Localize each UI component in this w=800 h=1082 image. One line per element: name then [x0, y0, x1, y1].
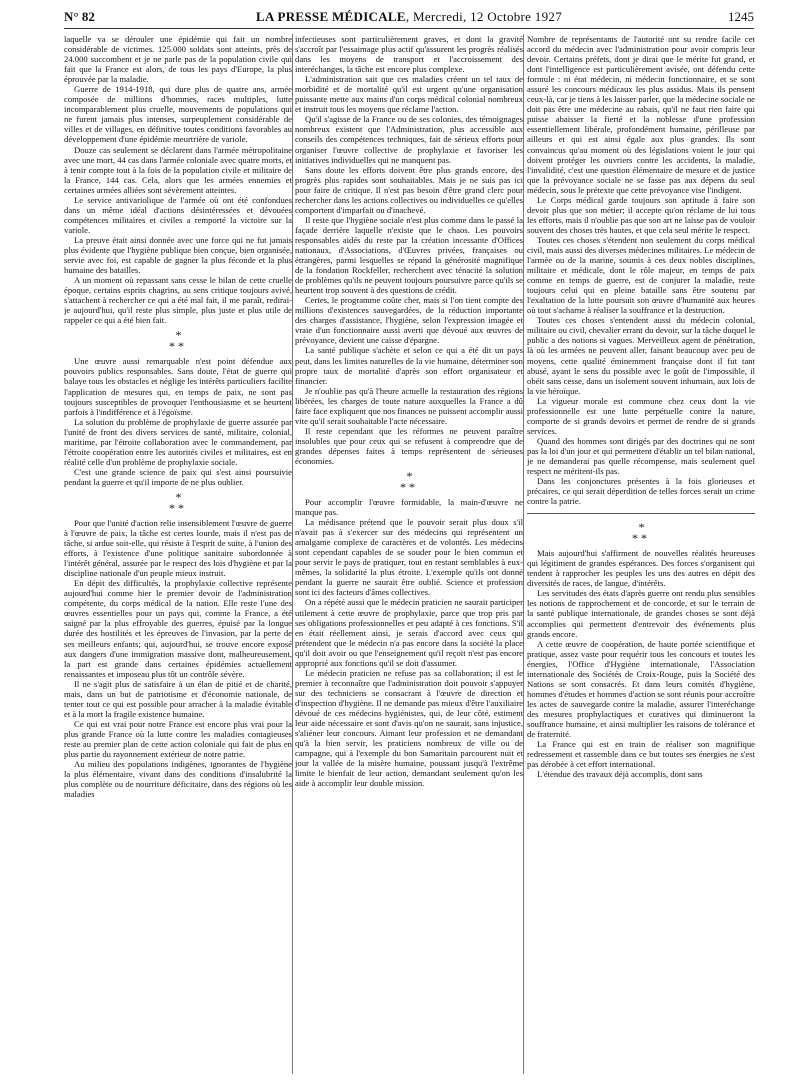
paragraph: La France qui est en train de réaliser son magnifique redressement et rassemble dans ce but toutes ses énergies ne s'est pas dérobée à cet effort international. [527, 739, 755, 770]
paragraph: Mais aujourd'hui s'affirment de nouvelles réalités heureuses qui légitiment de grandes espérances. Des forces s'organisent qui tendent à rapprocher les peuples les uns des autres en dépit des diversités de races, de langue, d'intérêts. [527, 548, 755, 589]
asterism-top: * [406, 469, 412, 484]
masthead [64, 9, 754, 25]
paragraph: En dépit des difficultés, la prophylaxie collective représente aujourd'hui comme hier le premier devoir de l'administration compétente, du corps médical de la nation. Elle reste l'une des œuvres essentielles pour un pays qui, comme la France, a été saigné par la plus effroyable des guerres, épuisé par la longue durée des hostilités et les épreuves de l'invasion, par la perte de ses meilleurs enfants; qui, aujourd'hui, se trouve encore exposé aux dangers d'une immigration massive dont, malheureusement, la part est grande dans certaines épidémies actuellement renaissantes et imposeau plus tôt un contrôle sévère. [64, 578, 292, 679]
paragraph: Le Corps médical garde toujours son aptitude à faire son devoir plus que son métier; il accepte qu'on réclame de lui tous les efforts, mais il n'oublie pas que son art ne laisse pas de vouloir souvent des choses très hautes, et que cela seul mérite le respect. [527, 194, 755, 235]
column-middle [295, 34, 523, 1074]
paragraph: L'administration sait que ces maladies créent un tel taux de morbidité et de mortalité qu'il est urgent qu'une organisation puissante mette aux mains d'un corps médical colonial nombreux et instruit tous les moyens que réclame l'action. [295, 74, 523, 115]
paragraph: On a répété aussi que le médecin praticien ne saurait participer utilement à cette œuvre de prophylaxie, parce que trop pris par ses obligations professionnelles et peu adapté à ces fonctions. S'il en était réellement ainsi, je serais d'accord avec ceux qui prétendent que le médecin n'a pas encore dans la société la place qu'il doit avoir ou que l'enseignement qu'il reçoit n'est pas encore approprié aux fonctions qu'il se doit d'assumer. [295, 597, 523, 668]
column-rule [523, 34, 524, 1074]
paragraph: Le service antivariolique de l'armée où ont été confondues dans un même idéal d'actions désintéressées et dévouées compétences militaires et civiles a remporté la victoire sur la variole. [64, 194, 292, 235]
asterism-bottom: ** [169, 500, 187, 515]
asterism-bottom: ** [169, 339, 187, 354]
issue-date: , Mercredi, 12 Octobre 1927 [405, 9, 562, 24]
asterism-top: * [175, 489, 181, 504]
paragraph: L'étendue des travaux déjà accomplis, dont sans [537, 769, 703, 780]
paragraph: La solution du problème de prophylaxie de guerre assurée par l'unité de front des divers services de santé, militaire, colonial, maritime, par l'étroite collaboration avec le commandement, par l'étroite coopération entre les autorités civiles et militaires, est en réalité celle d'un problème de prophylaxie sociale. [64, 416, 292, 467]
paragraph: Il reste cependant que les réformes ne peuvent paraître insolubles que pour ceux qui se refusent à comprendre que de grandes dépenses faites à temps représentent de sérieuses économies. [295, 425, 523, 466]
column-rule [292, 34, 293, 1074]
section-separator-asterism [64, 489, 292, 515]
paragraph: Il ne s'agit plus de satisfaire à un élan de pitié et de charité, mais, dans un but de patriotisme et d'économie nationale, de tenter tout ce qui est possible pour arracher à la maladie évitable et à la mort la fragile existence humaine. [64, 678, 292, 719]
paragraph: Les servitudes des états d'après guerre ont rendu plus sensibles les notions de rapprochement et de concorde, et sur le terrain de la santé publique internationale, de grandes choses se sont déjà accomplies qui permettent d'entrevoir des événements plus grands encore. [527, 588, 755, 639]
paragraph: Je n'oublie pas qu'à l'heure actuelle la restauration des régions libérées, les charges de toute nature auxquelles la France a dû faire face expliquent que nos finances ne puissent accomplir aussi vite qu'il serait souhaitable l'acte nécessaire. [295, 385, 523, 426]
column-left [64, 34, 292, 1074]
paragraph: A un moment où repassant sans cesse le bilan de cette cruelle époque, certains esprits chagrins, au sens critique toujours avivé, s'attachent à rechercher ce qui a été mal fait, il me paraît, redirai-je aujourd'hui, qu'il reste plus simple, plus juste et plus utile de rappeler ce qui a été bien fait. [64, 275, 292, 326]
paragraph: Guerre de 1914-1918, qui dure plus de quatre ans, armée composée de millions d'hommes, races multiples, lutte incomparablement plus cruelle, mouvements de populations qui ne furent jamais plus intenses, surpeuplement considérable de villes et de villages, en définitive toutes conditions favorables au développement d'une épidémie meurtrière de variole. [64, 84, 292, 145]
paragraph: Sans doute les efforts doivent être plus grands encore, des progrès plus rapides sont souhaitables. Mais je ne suis pas ici pour faire de critique. Il n'est pas besoin d'être grand clerc pour rechercher dans les actions collectives ou individuelles ce qu'elles comportent d'imparfait ou d'inachevé. [295, 164, 523, 215]
section-separator-asterism [64, 330, 292, 352]
paragraph: Toutes ces choses s'étendent non seulement du corps médical civil, mais aussi des diverses médecines militaires. Le médecin de l'armée ou de la marine, soumis à ces deux nobles disciplines, militaire et médicale, dont le rôle majeur, en temps de paix comme en temps de guerre, est de conjurer la maladie, reste toujours celui qui en pleine bataille sans être soutenu par l'exaltation de la lutte poursuit son œuvre d'humanité aux heures où tout s'acharne à réaliser la souffrance et la destruction. [527, 234, 755, 316]
paragraph: La médisance prétend que le pouvoir serait plus doux s'il n'avait pas à s'exercer sur des médecins qui représentent un amalgame complexe de caractères et de volontés. Les médecins sont cependant capables de se souder pour le bien commun et pour servir le pays de pratiquer, tout en restant semblables à eux-mêmes, la solidarité la plus étroite. L'exemple qu'ils ont donné pendant la guerre ne saurait être oublié. Science et profession sont ici des facteurs d'âmes collectives. [295, 517, 523, 598]
column-right [527, 34, 755, 1074]
paragraph: Une œuvre aussi remarquable n'est point défendue aux pouvoirs publics responsables. Sans doute, l'état de guerre qui balaye tous les obstacles et néglige les intérêts particuliers facilite l'application de mesures qui, en temps de paix, ne sont pas toujours susceptibles de provoquer l'enthousiasme et se heurtent parfois à l'indifférence et à l'égoïsme. [64, 356, 292, 417]
paragraph: Toutes ces choses s'entendent aussi du médecin colonial, militaire ou civil, chevalier errant du devoir, sur la tâche duquel le public a des notions si vagues. Merveilleux agent de pénétration, là où les armées ne peuvent aller, faisant beaucoup avec peu de moyens, cette qualité éminemment française dont il fut tant abusé, ayant le sens du possible avec le goût de l'impossible, il obéit sans cesse, dans un isolement souvent inhumain, aux lois de la vie héroïque. [527, 315, 755, 396]
paragraph: Il reste que l'hygiène sociale n'est plus comme dans le passé la façade derrière laquelle n'existe que le chaos. Les pouvoirs responsables aidés du reste par la création incessante d'Offices nationaux, d'Associations, d'Œuvres privées, françaises ou étrangères, parmi lesquelles se répand la générosité magnifique de la fondation Rockfeller, recherchent avec ténacité la solution de problèmes qu'ils ne peuvent toujours poursuivre parce qu'ils se heurtent trop souvent à des questions de crédit. [295, 214, 523, 296]
asterism-top: * [175, 328, 181, 343]
page-number: 1245 [728, 9, 754, 24]
paragraph: Pour accomplir l'œuvre formidable, la main-d'œuvre ne manque pas. [295, 497, 523, 518]
paragraph: La santé publique s'achète et selon ce qui a été dit un pays peut, dans les limites naturelles de la vie humaine, déterminer son propre taux de mortalité d'après son effort organisateur et financier. [295, 345, 523, 386]
page-header [64, 4, 754, 29]
asterism-top: * [638, 520, 644, 535]
paragraph: Quand des hommes sont dirigés par des doctrines qui ne sont pas la loi d'un jour et qui permettent d'établir un tel bilan national, je ne demanderai pas quelle récompense, mais seulement quel respect ne méritent-ils pas. [527, 435, 755, 477]
paragraph: La preuve était ainsi donnée avec une force qui ne fut jamais plus évidente que l'hygiène publique bien conçue, bien organisée, servie avec foi, est capable de gagner la plus féconde et la plus humaine des batailles. [64, 234, 292, 276]
paragraph: Ce qui est vrai pour notre France est encore plus vrai pour la plus grande France où la lutte contre les maladies contagieuses reste au premier plan de cette action coloniale qui fait de plus en plus partie du rayonnement extérieur de notre patrie. [64, 718, 292, 760]
paragraph: Certes, le programme coûte cher, mais si l'on tient compte des millions d'existences sauvegardées, de la réduction importante des charges d'assistance, l'hygiène, selon l'expression imagée et vraie d'un fonctionnaire aussi averti que dévoué aux œuvres de prévoyance, devient une caisse d'épargne. [295, 295, 523, 346]
journal-title: LA PRESSE MÉDICALE [256, 9, 406, 24]
paragraph: La vigueur morale est commune chez ceux dont la vie professionnelle est une lutte perpétuelle contre la nature, comporte de si grands devoirs et permet de rendre de si grands services. [527, 395, 755, 436]
asterism-bottom: ** [632, 531, 650, 546]
paragraph: Nombre de représentants de l'autorité ont su rendre facile cet accord du médecin avec l'administration pour avoir compris leur devoir. Certains préfets, dont je dirai que le mérite fut grand, et dont l'intelligence est particulièrement avisée, ont défendu cette formule : ni état médecin, ni médecin fonctionnaire, et se sont assuré les concours médicaux les plus assidus. Mais ils pensent ceux-là, car je tiens à les laisser parler, que la médecine sociale ne doit pas être une médecine au rabais, qu'il ne faut rien faire qui puisse abaisser la fierté et la noblesse d'une profession essentiellement libérale, profondément humaine, périlleuse par ailleurs et qui est ainsi égale aux plus grandes. Ils sont convaincus qu'au moment où des législations voient le jour qui doivent protéger les ouvriers contre les accidents, la maladie, l'invalidité, c'est une question élémentaire de mesure et de justice que la prévoyance sociale ne se fasse pas aux dépens du seul médecin, sous le prétexte que cette prévoyance vise l'indigent. [527, 34, 755, 195]
section-separator-asterism [527, 522, 755, 544]
horizontal-rule [527, 513, 755, 514]
paragraph: C'est une grande science de paix qui s'est ainsi poursuivie pendant la guerre et qu'il importe de ne plus oublier. [64, 466, 292, 487]
paragraph: laquelle va se dérouler une épidémie qui fait un nombre considérable de victimes. 125.000 soldats sont atteints, près de 24.000 succombent et je ne parle pas de la population civile qui fait que la France est alors, de tous les pays d'Europe, la plus éprouvée par la maladie. [64, 34, 292, 85]
asterism-bottom: ** [400, 480, 418, 495]
issue-number: N° 82 [64, 9, 95, 24]
paragraph: Dans les conjonctures présentes à la fois glorieuses et précaires, ce qui serait déperdition de telles forces serait un crime contre la patrie. [527, 476, 755, 507]
section-separator-asterism [295, 471, 523, 493]
paragraph: A cette œuvre de coopération, de haute portée scientifique et pratique, assez vaste pour requérir tous les concours et toutes les énergies, l'Office d'Hygiène internationale, l'Association internationale des Sociétés de Croix-Rouge, puis la Société des Nations se sont consacrés. Et dans leurs comités d'hygiène, hommes d'études et hommes d'action se sont réunis pour accroître les actes de sauvegarde contre la maladie, assurer l'interéchange des mesures prophylactiques et curatives qui diminueront la souffrance humaine, et ainsi multiplier les raisons de tolérance et de fraternité. [527, 638, 755, 740]
paragraph: Douze cas seulement se déclarent dans l'armée métropolitaine avec une mort, 44 cas dans l'armée coloniale avec quatre morts, et à tenir compte tout à la fois de la population civile et militaire de la France, 144 cas. Cela, alors que les armées ennemies et certaines armées alliées sont sévèrement atteintes. [64, 144, 292, 195]
paragraph: Le médecin praticien ne refuse pas sa collaboration; il est le premier à reconnaître que l'administration doit pouvoir s'appuyer sur des techniciens se consacrant à l'œuvre de direction et d'inspection d'hygiène. Il ne demande pas mieux d'être l'auxiliaire dévoué de ces médecins hygiénistes, qui, de leur côté, estiment leur aide nécessaire et sont d'avis qu'on ne saurait, sans injustice, s'aliéner leur concours. Aimant leur profession et ne demandant qu'à la bien servir, les praticiens nombreux de ville ou de campagne, qui à l'exemple du bon Samaritain parcourent nuit et jour la vallée de la misère humaine, poussant jusqu'à l'extrême limite le bienfait de leur action, demandant seulement qu'on les aide à accomplir leur double mission. [295, 667, 523, 789]
paragraph: Qu'il s'agisse de la France ou de ses colonies, des témoignages nombreux existent que l'Administration, plus accessible aux conseils des compétences techniques, fait de sérieux efforts pour organiser l'œuvre collective de prophylaxie et favoriser les initiatives individuelles qui ne manquent pas. [295, 114, 523, 165]
paragraph: Pour que l'unité d'action relie insensiblement l'œuvre de guerre à l'œuvre de paix, la tâche est certes lourde, mais il n'est pas de tâche, si ardue soit-elle, qui résiste à l'esprit de suite, à l'union des efforts, à l'existence d'une politique sanitaire subordonnée à l'intérêt général, assurée par le respect des lois d'hygiène et par la discipline nationale d'un peuple mieux instruit. [64, 517, 292, 579]
paragraph: infectieuses sont particulièrement graves, et dont la gravité s'accroît par l'essaimage plus actif qu'assurent les progrès réalisés dans les moyens de transport et l'accroissement des interéchanges, la tâche est encore plus complexe. [295, 34, 523, 75]
paragraph: Au milieu des populations indigènes, ignorantes de l'hygiène la plus élémentaire, vivant dans des conditions d'insalubrité la plus complète ou de nourriture déficitaire, dans des régions où les maladies [64, 759, 292, 800]
